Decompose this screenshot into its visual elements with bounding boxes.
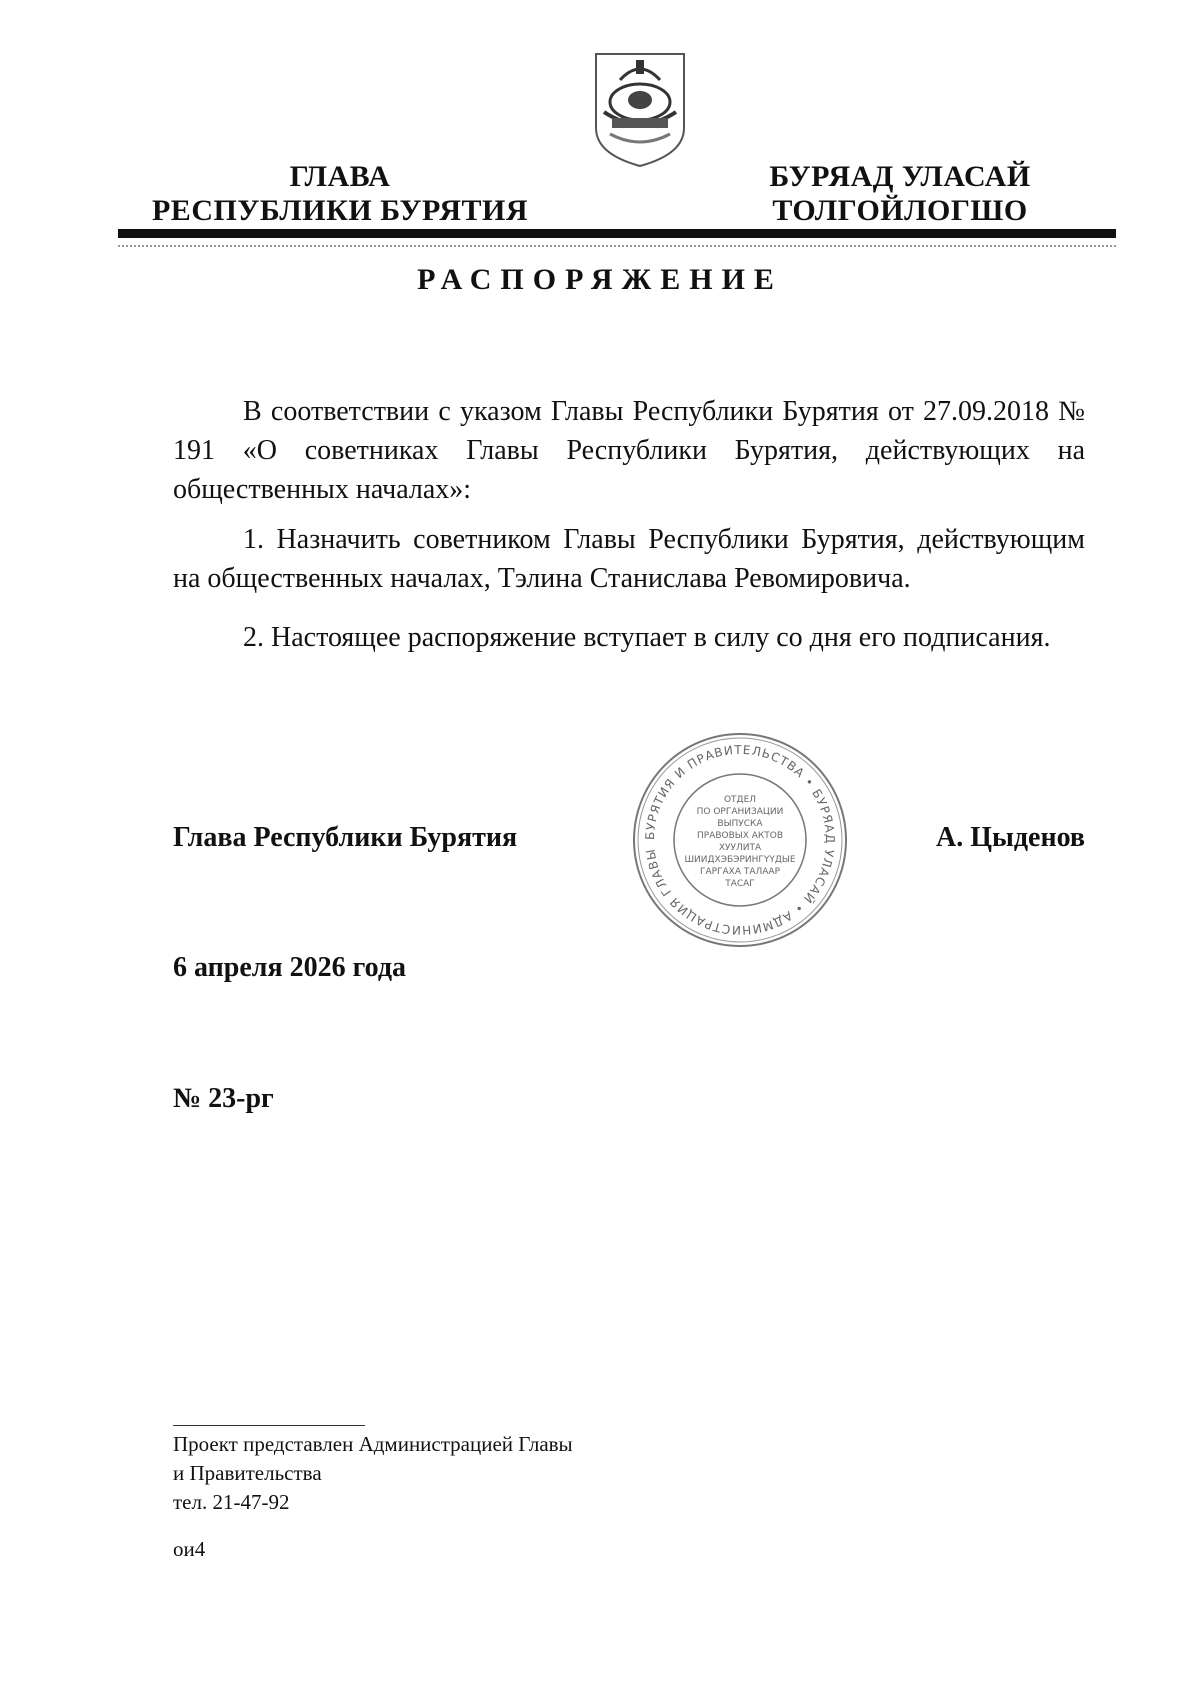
- header-left-line2: РЕСПУБЛИКИ БУРЯТИЯ: [151, 194, 529, 227]
- footer-rule: [173, 1425, 365, 1426]
- item-2-paragraph: 2. Настоящее распоряжение вступает в силу со дня его подписания.: [243, 622, 1051, 653]
- coat-of-arms: [590, 50, 690, 170]
- stamp-inner-line: ХУУЛИТА: [718, 843, 762, 853]
- document-number: № 23-рг: [173, 1083, 274, 1114]
- official-stamp: [630, 730, 850, 950]
- header-rule-thick: [118, 229, 1116, 238]
- header-right: [760, 160, 1040, 228]
- stamp-inner-line: ПО ОРГАНИЗАЦИИ: [696, 807, 784, 817]
- item-1-paragraph: 1. Назначить советником Главы Республики Бурятия, действующим на общественных началах, Тэлина Станислава Ревомировича.: [173, 524, 1085, 594]
- stamp-inner-line: ВЫПУСКА: [717, 819, 763, 829]
- stamp-inner-line: ГАРГАХА ТАЛААР: [699, 867, 781, 877]
- stamp-inner-line: ОТДЕЛ: [723, 795, 757, 805]
- stamp-inner-line: ПРАВОВЫХ АКТОВ: [696, 831, 784, 841]
- stamp-inner-line: ШИИДХЭБЭРИНГҮҮДЫЕ: [684, 855, 796, 865]
- signature-name: А. Цыденов: [935, 822, 1085, 853]
- stamp-inner-line: ТАСАГ: [725, 879, 755, 889]
- footer-line2: и Правительства: [173, 1461, 322, 1485]
- header-right-line2: ТОЛГОЙЛОГШО: [772, 194, 1028, 227]
- stamp-seal-icon: [630, 730, 850, 950]
- footer-code: ои4: [173, 1537, 206, 1561]
- document-date: 6 апреля 2026 года: [173, 952, 406, 983]
- footer-line1: Проект представлен Администрацией Главы: [173, 1432, 573, 1456]
- coat-of-arms-icon: [590, 50, 690, 170]
- footer-phone: тел. 21-47-92: [173, 1490, 290, 1514]
- footer-block: [173, 1430, 573, 1517]
- preamble-paragraph: В соответствии с указом Главы Республики Бурятия от 27.09.2018 № 191 «О советниках Главы Республики Бурятия, действующих на общественных началах»:: [173, 396, 1085, 505]
- document-title: РАСПОРЯЖЕНИЕ: [417, 263, 783, 296]
- header-left: [150, 160, 530, 228]
- header-right-line1: БУРЯАД УЛАСАЙ: [769, 160, 1031, 193]
- header-rule-thin: [118, 245, 1116, 247]
- header-left-line1: ГЛАВА: [289, 160, 391, 193]
- signature-position: Глава Республики Бурятия: [173, 822, 518, 853]
- stamp-outer-text: БУРЯТИЯ И ПРАВИТЕЛЬСТВА • БУРЯАД УЛАСАЙ • АДМИНИСТРАЦИЯ ГЛАВЫ: [642, 742, 838, 938]
